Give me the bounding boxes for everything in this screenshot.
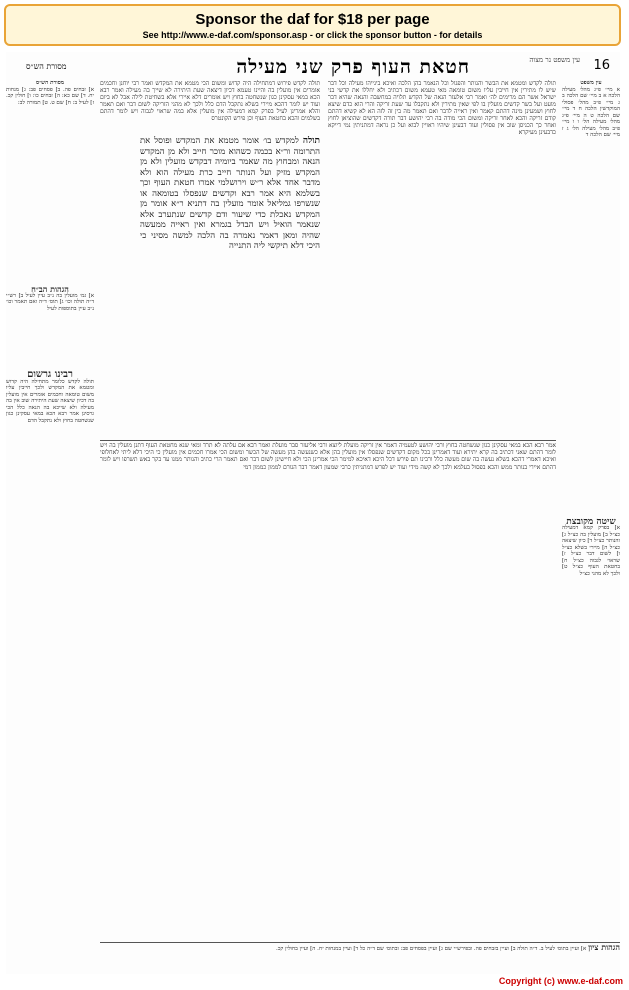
ein-mishpat-label: עין משפט נר מצוה: [529, 56, 580, 64]
rabbeinu-gershom-text: תולה לקדש כלומר מתחילה היה קדוש ומטמא את המקדש ולכך חייבין עליו משום טומאה וחכמים אומרים אין מועלין בה דכיון שיצאה שעת היתירה שוב אין בה מעילה ולא שייכא בה הנאה כלל הכי גרסינן אמר רבא הכא במאי עסקינן כגון שנשחטה בחוץ ולא נתקבל הדם: [6, 378, 94, 424]
lower-commentary: [100, 442, 556, 942]
shita-mekubetzet-text: א] בפרק קמא דמעילה כצ״ל ב] מועלין בה כצ״ל ג] והנותר כצ״ל ד] כיון שיצאה כצ״ל ה] מיירי בשלא כצ״ל ו] לשום דבר כצ״ל ז] שראוי לגבוה כצ״ל ח] בחטאת העוף כצ״ל ט] ולכך לא מהני כצ״ל: [562, 525, 620, 577]
lower-commentary-text: אמר רבא הכא במאי עסקינן כגון שנשחטה בחוץ ורבי יהושע לטעמיה דאמר אין זריקה מועלת ליוצא ורבי אליעזר סבר מועלת ואמר רבא אם עלתה לא תרד ומאי שנא מחטאת העוף דתנן מועלין בה ויש לומר דהתם שאני דכתיב בה קרא יתירא ועוד דאמרינן בכל מקום דקדשים שנפסלו אין מועלין בהן אלא כשנעשה בהן מעשה של הכשר ומשום הכי אמרו חכמים אין מועלין כי היכי דלא ליתי לאחלופי ואיכא דאמרי דהכא בשלא נעשה בה שום מעשה כלל ורבינו תם פירש דכל היכא דאיכא למימר הכי אמרינן הכי ולא חיישינן לשום דבר ואם תאמר הרי כתיב והנותר ממנו עד בקר באש תשרפו ויש לומר דהתם איירי בנותר ממש והכא בפסול בעלמא ולכך לא קשה מידי ועוד יש לפרש דמתניתין כרבי שמעון דאמר דבר הגורם לממון כממון דמי: [100, 442, 556, 471]
masoret-label: מסורת הש״ס: [26, 62, 67, 71]
ein-mishpat-text: א מיי׳ פ״ג מהל׳ מעילה הלכה א ב מיי׳ שם הלכה ב ג מיי׳ פ״ב מהל׳ פסולי המוקדשין הלכה ח ד מיי׳ שם הלכה ט ה מיי׳ פ״ג מהל׳ מעילה הל׳ ו ו מיי׳ פ״ב מהל׳ מעילה הל׳ ג ז מיי׳ שם הלכה ד: [562, 86, 620, 138]
sponsor-subtitle[interactable]: See http://www.e-daf.com/sponsor.asp - or click the sponsor button - for details: [142, 30, 483, 40]
sponsor-banner[interactable]: [4, 4, 621, 46]
divider: [100, 942, 620, 943]
footer-notes: [100, 944, 620, 968]
talmud-page: [6, 52, 620, 974]
gemara-opening-word: תולה: [302, 136, 320, 146]
ein-mishpat-head: עין משפט: [580, 80, 602, 86]
gemara-body: [140, 136, 320, 252]
page-header: [6, 56, 620, 78]
hagahot-tzion-head: הגהות ציון: [588, 944, 620, 952]
shita-mekubetzet-head: שיטה מקובצת: [566, 516, 616, 527]
rashi-text: תולה לקדש ומטמא את הבשר והנותר והפגול וכל הנאמר בהן הלכה ואיכא בינייהו מעילה וכל דבר שיש לו מתירין אין חייבין עליו משום טומאה מאי טעמא משום דכתיב ולא יחללו את קדשי בני ישראל אשר הם מרימים לה׳ ואמר רבי אלעזר הנאה של הקדש תלויה במחשבה והנאה שהיא דבר מועט ועל בשר קדשים מועלין בו לפי שאין מתירין ולא נתקבלו עד שעת זריקה והרי הוא כדם שיצא לחוץ ושמעינן מינה דהתם קאמר ואין ראייה לדבר ואם תאמר מה בין זה לזה הא לא קשיא דהתם קודם זריקה והכא לאחר זריקה ומשום הכי מודה בה רבי יהושע דבר תורה דקדשים שהוציאן לחוץ ואחר כך הכניסן שוב אין פסולין ועוד דבעינן שיהיו ראויין לבוא ועל כן נראה דמתניתין נמי דייקא כדבעינן מעיקרא: [328, 80, 556, 136]
hagahot-tzion-text: א] ועיין בתוס׳ לעיל ב. ד״ה תולה ב] ועיין בזבחים פה. ובפירש״י שם ג] ועיין בפסחים פב: ובתוס׳ שם ד״ה כל ד] ועיין במנחות יח. ה] ועיין בחולין קכ.: [275, 946, 587, 952]
page-number: 16: [593, 58, 610, 73]
right-margin: [562, 80, 620, 980]
gemara-text: למקדש בו׳ אומר מטמא את המקדש ופוסל את התרומה ור״א בכמה כשהוא מוכר חייב ולא מן המקדש הנאה ומבחוץ מה שאמר ביומיה דבקדש מועלין ולא מן המקדש מזיק ועל הנותר חייב כרת מעילה הוא ולא מדבר אחד אלא ר״ש וירושלמי אמרו חטאת העוף וכך בשלמא היא אמר רבא וקדשים שנפסלו בטומאה או שנשרפו גמליאל אומר מועלין בה דתניא ר״א אומר מן המקדש נאכלת כדי שיעור ודם קדשים שנתערב אלא שנאמר הואיל ויש הבדל בגמרא ואין ראייה ממעשה שהיה ומאן דאמר נאמרה בה הלכה למשה מסיני כי היכי דלא תיקשי ליה התנייה: [140, 136, 320, 251]
hagahot-bach-text: א] גמ׳ מועלין בה נ״ב עיין לעיל ב] רש״י ד״ה תולה וכו׳ ג] תוס׳ ד״ה ואם תאמר וכו׳ נ״ב עיין בתוספות לעיל: [6, 292, 94, 312]
left-margin: [6, 80, 94, 980]
sponsor-title[interactable]: Sponsor the daf for $18 per page: [195, 11, 430, 28]
page-title: חטאת העוף פרק שני מעילה: [236, 56, 470, 78]
gemara-text-block: [140, 136, 320, 436]
divider: [100, 440, 556, 441]
hagahot-bach-head: הגהות הב״ח: [31, 284, 69, 294]
rabbeinu-gershom-head: רבינו גרשום: [27, 369, 73, 380]
copyright-link[interactable]: Copyright (c) www.e-daf.com: [498, 976, 623, 986]
masoret-head: מסורת הש״ס: [35, 80, 65, 86]
tosafot-text: תולה לקדש פירוש דמתחילה היה קדוש ומשום הכי מטמא את המקדש ואמר רבי יוחנן וחכמים אומרים אין מועלין בה והיינו טעמא דכיון דיצאה שעת היתירה לא שייך בה מעילה ואמר רבא הכא במאי עסקינן כגון שנשחטה בחוץ ויש אומרים דלא איירי אלא בשחיטת לילה אבל לא ביום ועוד יש לומר דהכא מיירי בשלא נתקבל הדם כלל ולכך לא מהני הזריקה לשום דבר ואם תאמר והלא אמרינן לעיל בפרק קמא דמעילה אין מועלין אלא במה שראוי לגבוה ויש לומר דהתם בשלמים והכא בחטאת העוף וכן פירש הקונטרס: [100, 80, 320, 122]
masoret-text: א] זבחים פה. ב] פסחים פב: ג] מנחות יח. ד] שם כא: ה] זבחים כו: ו] חולין קכ. ז] לעיל ב: ח] שם ט. ט] תמורה לב:: [6, 86, 94, 106]
